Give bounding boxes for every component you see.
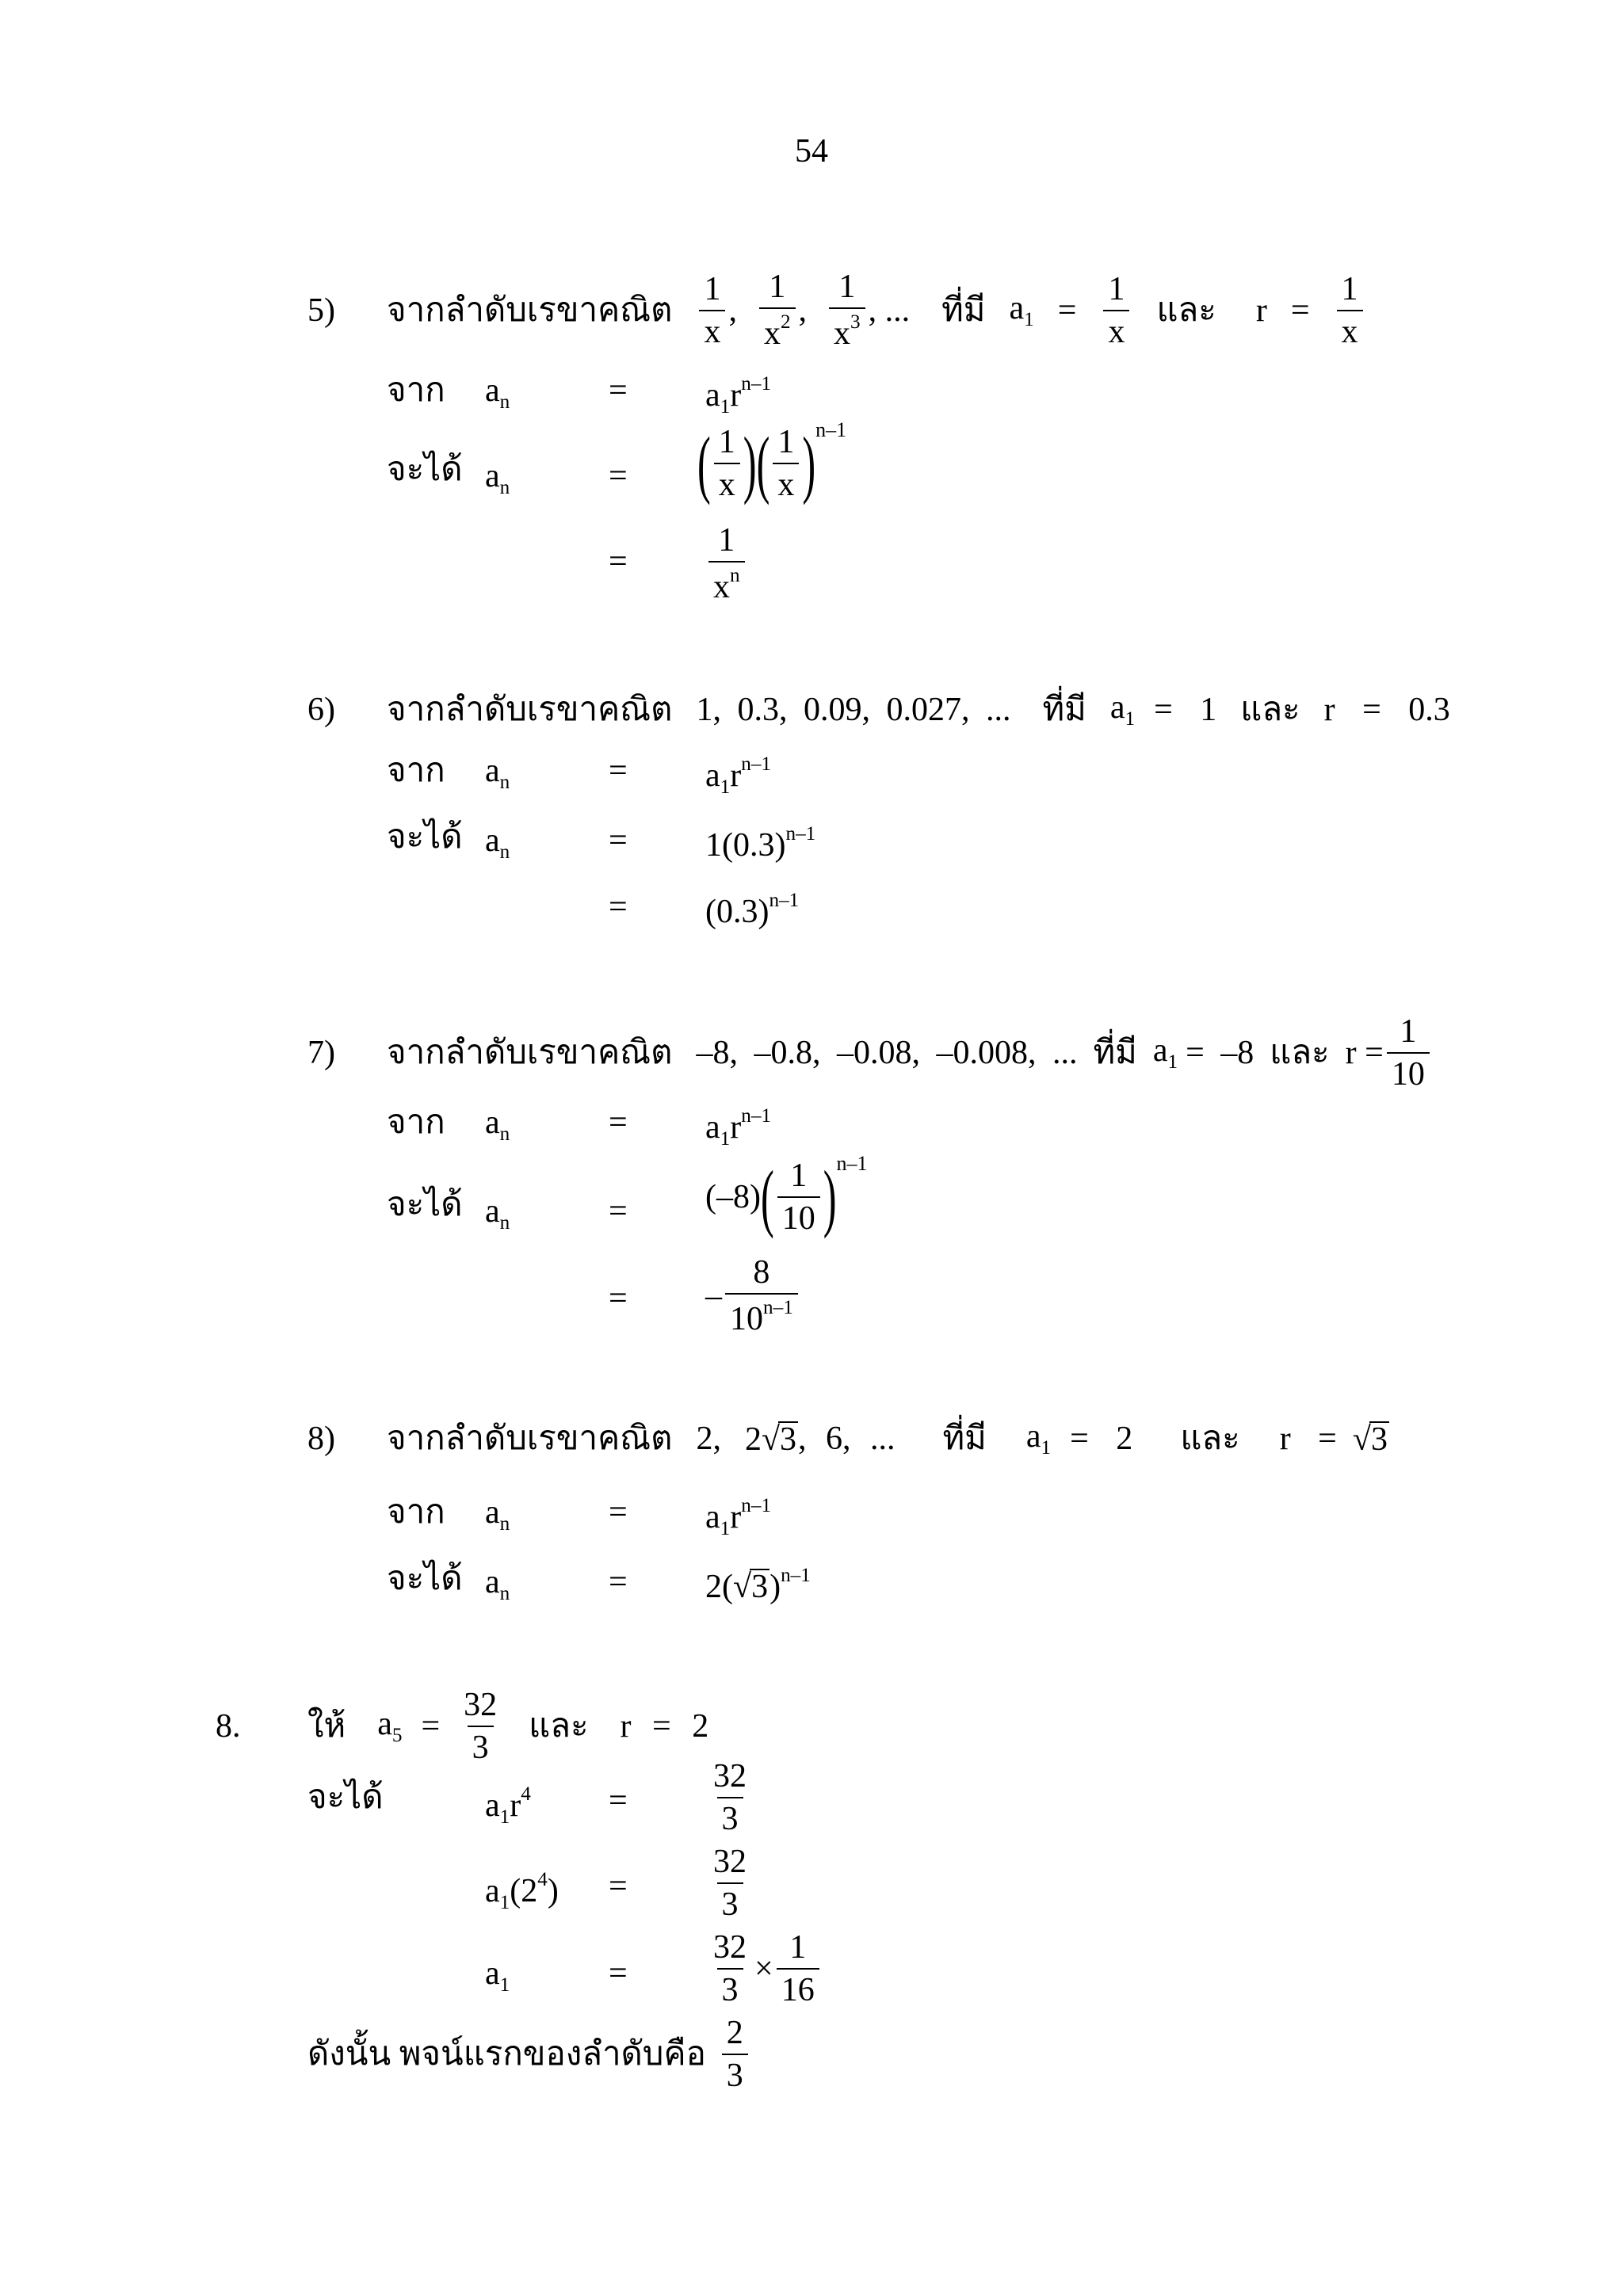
- p5-step-2: $\frac{1}{x^n}$: [705, 523, 748, 605]
- where-text: ที่มี: [941, 292, 986, 329]
- question-8-statement: 8. ให้ $a_5$ = $\frac{32}{3}$ และ r = 2: [216, 1687, 709, 1767]
- term-2: $\frac{1}{x^2}$: [759, 269, 796, 351]
- problem-7-label: 7): [307, 1035, 335, 1072]
- q8-eq-3: =: [609, 1955, 628, 1992]
- q8-line1-lhs: $a_1r^4$: [485, 1783, 531, 1828]
- p5-step-1: ( $\frac{1}{x}$ ) ( $\frac{1}{x}$ ) n–1: [697, 418, 847, 505]
- p5-eq-1: =: [609, 372, 628, 409]
- problem-5-intro: จากลำดับเรขาคณิต: [387, 292, 673, 329]
- q8-conclusion: ดังนั้น พจน์แรกของลำดับคือ $\frac{2}{3}$: [307, 2016, 751, 2093]
- p5-eq-3: =: [609, 543, 628, 580]
- r-value: $\frac{1}{x}$: [1337, 272, 1363, 349]
- p7-get-label: จะได้: [387, 1187, 463, 1223]
- p8-eq-1: =: [609, 1494, 628, 1531]
- term-3: $\frac{1}{x^3}$: [829, 269, 865, 351]
- and-text: และ: [1156, 292, 1216, 329]
- q8-eq-2: =: [609, 1868, 628, 1905]
- p5-formula: $a_1r^{n-1}$: [705, 373, 772, 418]
- q8-line2-lhs: $a_1(2^4)$: [485, 1869, 559, 1913]
- problem-5-statement: 5) จากลำดับเรขาคณิต $\frac{1}{x}$ , $\frac{1}{x^2}$ , $\frac{1}{x^3}$ , ... ที่มี $a_1$ = $\frac{1}{x}$ และ r = $\frac{1}{x}$: [307, 269, 1366, 351]
- p8-eq-2: =: [609, 1564, 628, 1600]
- p6-get-label: จะได้: [387, 819, 463, 856]
- p8-step-1: $2(√3)^{n-1}$: [705, 1565, 811, 1606]
- problem-7-statement: 7) จากลำดับเรขาคณิต –8, –0.8, –0.08, –0.008, ... ที่มี $a_1$ = –8 และ r = $\frac{1}{10}$: [307, 1014, 1433, 1092]
- p6-step-1: $1(0.3)^{n-1}$: [705, 823, 816, 864]
- p7-formula: $a_1r^{n-1}$: [705, 1105, 772, 1150]
- a1-symbol: $a_1$: [1009, 289, 1034, 330]
- p8-formula: $a_1r^{n-1}$: [705, 1495, 772, 1539]
- term-2-sqrt: 2√3: [744, 1421, 796, 1458]
- p5-eq-2: =: [609, 458, 628, 494]
- p5-an-1: $a_n$: [485, 372, 510, 413]
- p6-step-2: $(0.3)^{n-1}$: [705, 890, 800, 931]
- page-number: 54: [795, 133, 828, 170]
- a1-value: $\frac{1}{x}$: [1103, 272, 1129, 349]
- q8-line3-lhs: $a_1$: [485, 1955, 510, 1996]
- p8-from-label: จาก: [387, 1494, 445, 1531]
- q8-line3-rhs: $\frac{32}{3}$ × $\frac{1}{16}$: [705, 1930, 823, 2008]
- problem-6-label: 6): [307, 692, 335, 728]
- a5-value: $\frac{32}{3}$: [464, 1687, 498, 1767]
- p7-step-1: (–8) ( $\frac{1}{10}$ ) n–1: [705, 1152, 868, 1239]
- p5-get-label: จะได้: [387, 452, 463, 488]
- problem-6-statement: 6) จากลำดับเรขาคณิต 1, 0.3, 0.09, 0.027, ... ที่มี $a_1$ = 1 และ r = 0.3: [307, 689, 1450, 730]
- p6-eq-3: =: [609, 889, 628, 925]
- problem-8-statement: 8) จากลำดับเรขาคณิต 2, 2√3 , 6, ... ที่มี $a_1$ = 2 และ r = √3: [307, 1418, 1388, 1459]
- p6-eq-2: =: [609, 822, 628, 859]
- p7-from-label: จาก: [387, 1104, 445, 1141]
- p6-an-2: $a_n$: [485, 822, 510, 863]
- p7-r-value: $\frac{1}{10}$: [1387, 1014, 1430, 1092]
- problem-6-intro: จากลำดับเรขาคณิต: [387, 692, 673, 728]
- p7-eq-2: =: [609, 1193, 628, 1230]
- p7-step-2: – $\frac{8}{10^{n-1}}$: [705, 1255, 801, 1337]
- a1-symbol: $a_1$: [1109, 689, 1136, 730]
- q8-eq-1: =: [609, 1783, 628, 1819]
- p8-an-1: $a_n$: [485, 1494, 510, 1535]
- problem-5-label: 5): [307, 292, 335, 329]
- p6-an-1: $a_n$: [485, 753, 510, 793]
- p5-from-label: จาก: [387, 372, 445, 409]
- p8-get-label: จะได้: [387, 1561, 463, 1597]
- ellipsis: , ...: [868, 292, 911, 329]
- p7-an-2: $a_n$: [485, 1193, 510, 1234]
- p8-an-2: $a_n$: [485, 1564, 510, 1604]
- a1-symbol: $a_1$: [1025, 1418, 1052, 1459]
- a5-symbol: $a_5$: [377, 1706, 403, 1746]
- term-1: $\frac{1}{x}$: [699, 272, 725, 349]
- question-8-label: 8.: [216, 1708, 241, 1745]
- p7-eq-1: =: [609, 1104, 628, 1141]
- p6-eq-1: =: [609, 753, 628, 789]
- problem-6-terms: 1, 0.3, 0.09, 0.027, ...: [696, 692, 1011, 728]
- q8-line2-rhs: $\frac{32}{3}$: [713, 1844, 747, 1924]
- problem-7-terms: –8, –0.8, –0.08, –0.008, ...: [696, 1035, 1078, 1072]
- q8-line1-rhs: $\frac{32}{3}$: [713, 1758, 747, 1838]
- q8-get-label: จะได้: [307, 1779, 384, 1816]
- p5-an-2: $a_n$: [485, 458, 510, 498]
- problem-8-label: 8): [307, 1421, 335, 1457]
- p7-eq-3: =: [609, 1280, 628, 1317]
- r-sqrt: √3: [1352, 1421, 1388, 1458]
- p7-an-1: $a_n$: [485, 1104, 510, 1145]
- q8-answer: $\frac{2}{3}$: [722, 2016, 748, 2093]
- p6-formula: $a_1r^{n-1}$: [705, 753, 772, 798]
- a1-symbol: $a_1$: [1152, 1032, 1178, 1073]
- p6-from-label: จาก: [387, 753, 445, 789]
